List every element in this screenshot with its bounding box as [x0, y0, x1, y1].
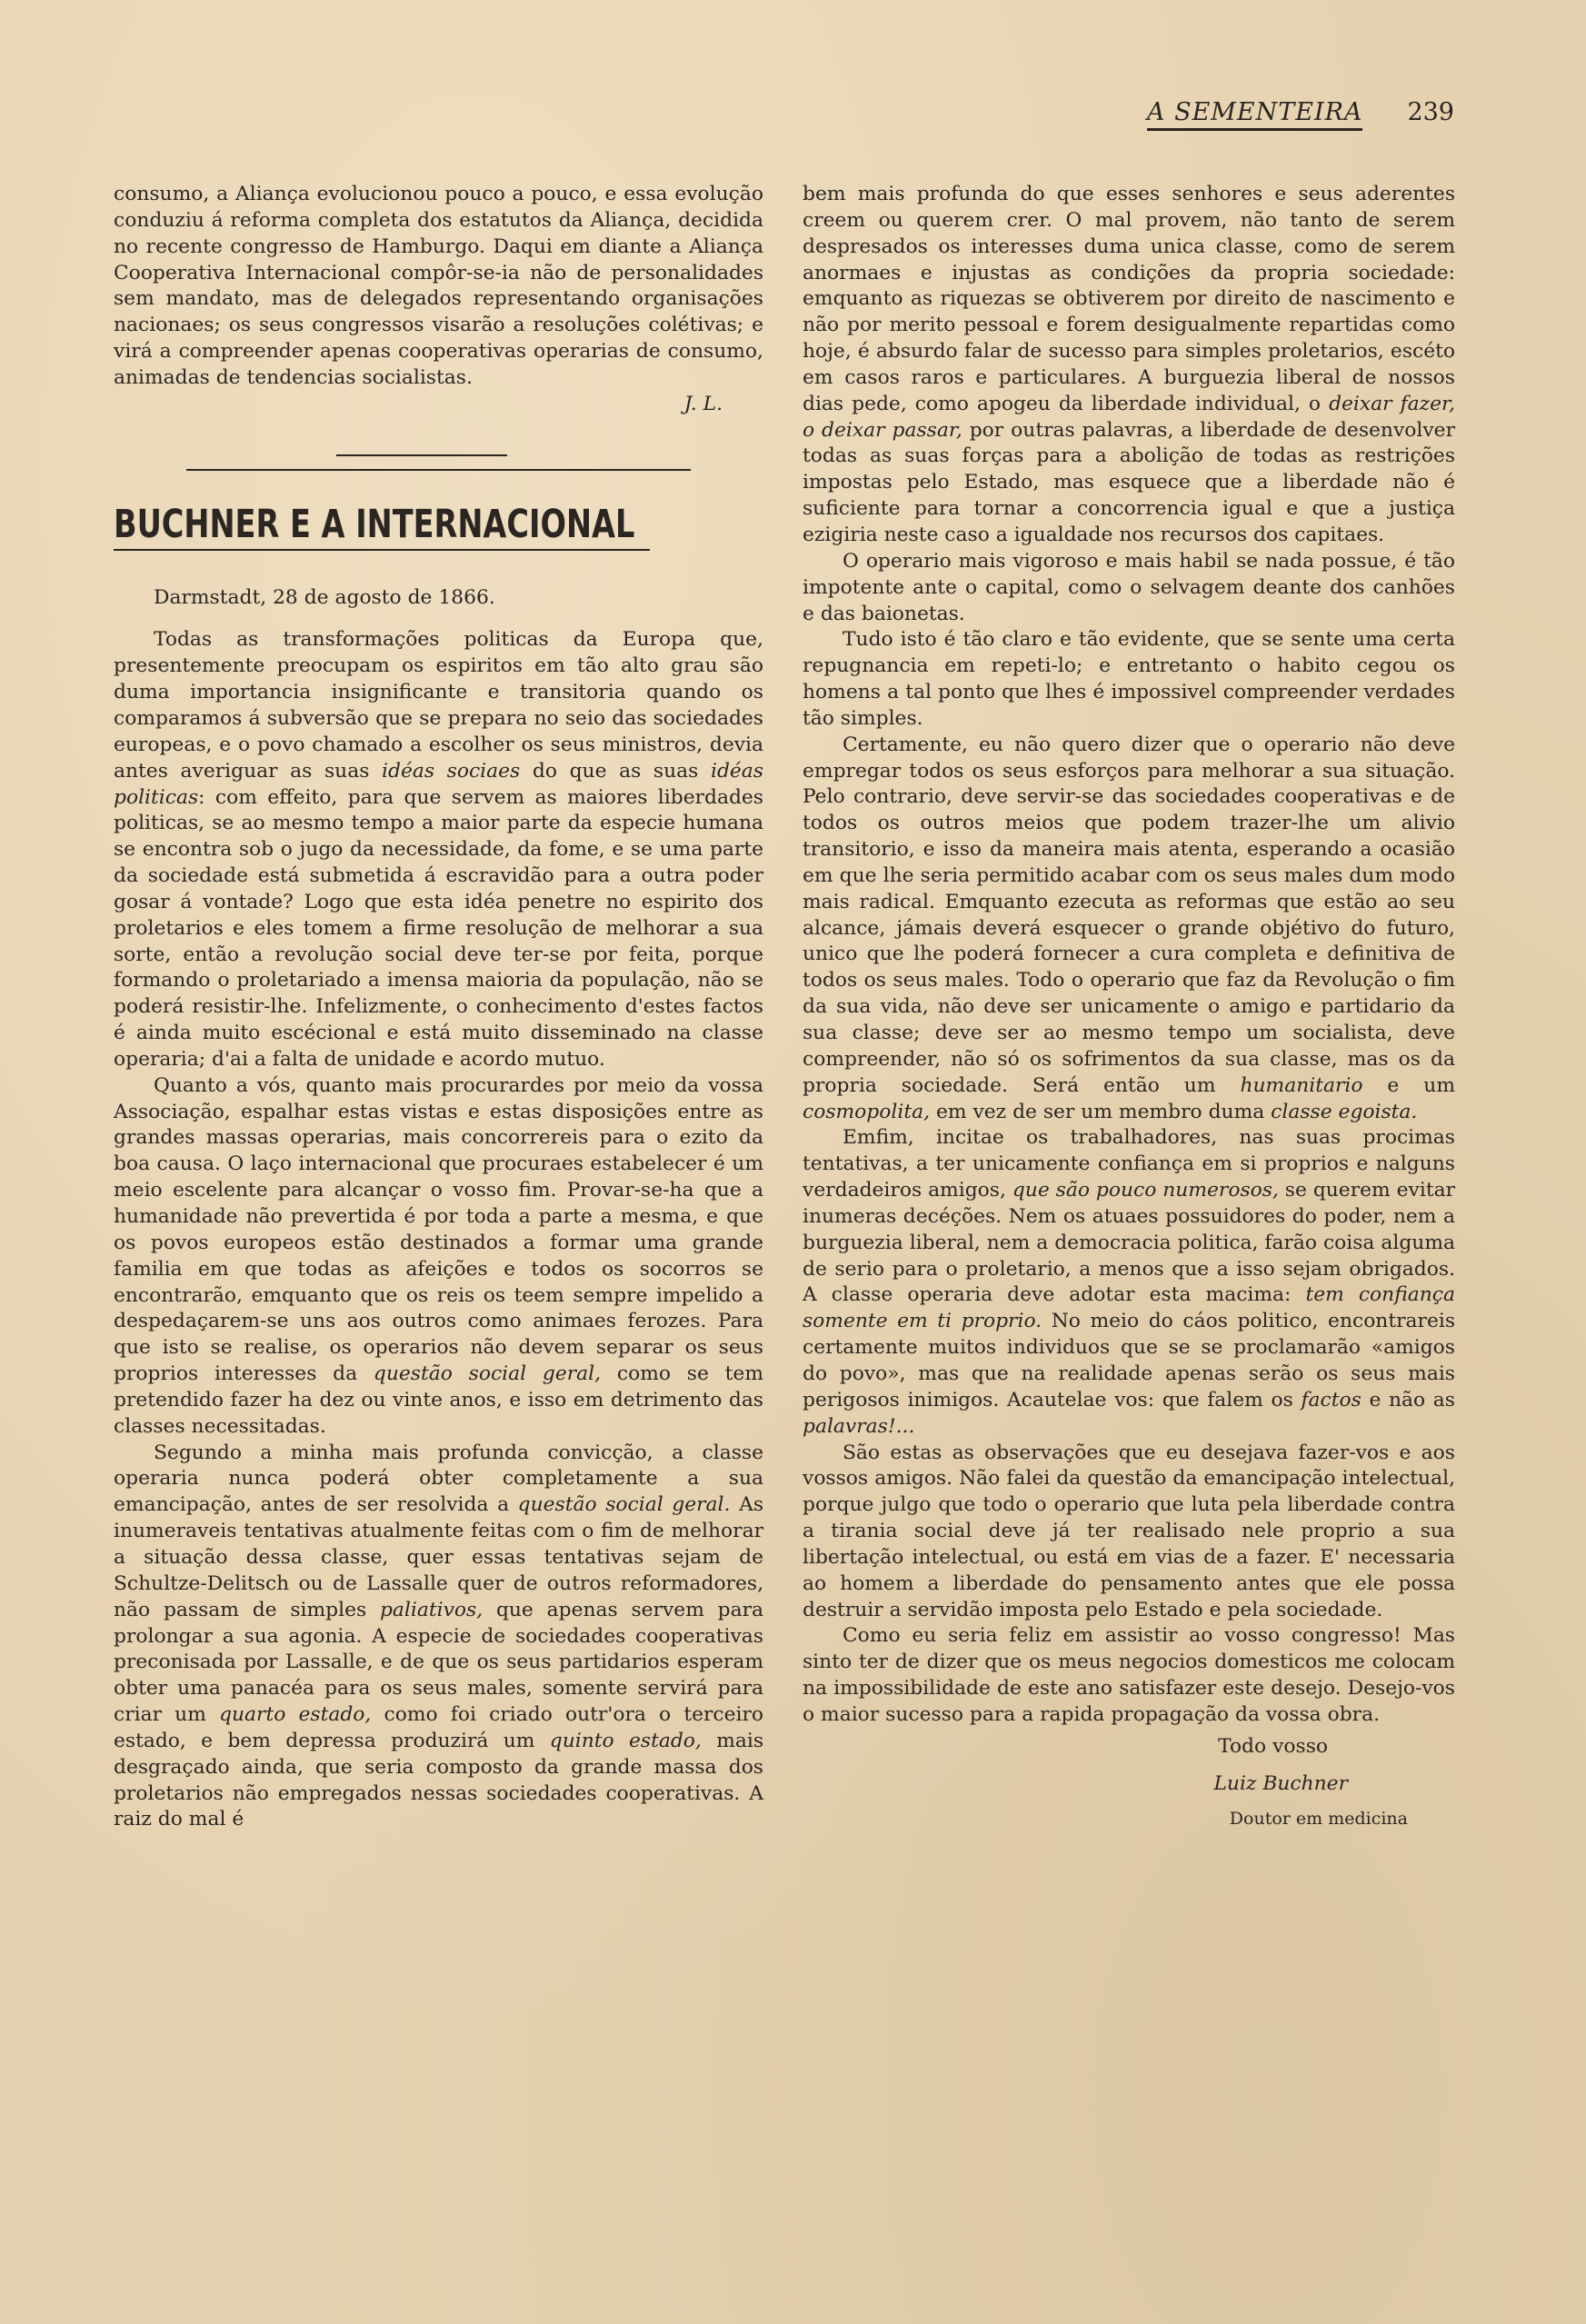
text-run: Todas as transformações politicas da Europa que, presentemente preocupam os espiritos em tão alto grau são duma importancia insignificante e transitoria quando os comparamos á subversão que se prepara no seio das sociedades europeas, e o povo chamado a escolher os seus ministros, devia antes averiguar as suas	[114, 628, 763, 783]
divider-rule-bottom	[186, 469, 691, 471]
letter-paragraph-3	[114, 1441, 763, 1834]
emphasis: questão social geral.	[517, 1493, 731, 1517]
text-run: e não as	[1361, 1388, 1455, 1411]
emphasis: humanitario	[1240, 1073, 1363, 1097]
text-run: se querem evitar inumeras decéções. Nem os atuaes possuidores do poder, nem a burguezia liberal, nem a democracia politica, farão coisa alguma de serio para o proletario, a menos que a isso sejam obrigados. A classe operaria deve adotar esta macima:	[803, 1179, 1455, 1307]
divider-rule-top	[336, 454, 507, 456]
letter-paragraph-2	[114, 1073, 763, 1441]
running-head	[1147, 98, 1454, 131]
section-divider	[114, 418, 763, 502]
text-run: As inumeraveis tentativas atualmente feitas com o fim de melhorar a situação dessa classe, quer essas tentativas sejam de Schultze-Delitsch ou de Lassalle quer de outros reformadores, não passam de simples	[114, 1493, 763, 1621]
emphasis: tem confiança somente em ti proprio.	[803, 1283, 1455, 1333]
emphasis: quarto estado,	[219, 1703, 372, 1727]
text-run: como foi criado outr'ora o terceiro estado, e bem depressa produzirá um	[114, 1703, 764, 1752]
text-run: mais desgraçado ainda, que seria composto da grande massa dos proletarios não empregados nessas sociedades cooperativas. A raiz do mal é	[114, 1729, 764, 1831]
letter-paragraph-5: O operario mais vigoroso e mais habil se nada possue, é tão impotente ante o capital, como o selvagem deante dos canhões e das baionetas.	[803, 549, 1455, 625]
letter-paragraph-6: Tudo isto é tão claro e tão evidente, que se sente uma certa repugnancia em repeti-lo; e entretanto o habito cegou os homens a tal ponto que lhes é impossivel compreender verdades tão simples.	[803, 628, 1455, 730]
emphasis: paliativos,	[379, 1598, 484, 1621]
letter-paragraph-7	[803, 733, 1455, 1126]
right-column	[803, 182, 1455, 1832]
text-run: como se tem pretendido fazer ha dez ou vinte anos, e isso em detrimento das classes necessitadas.	[114, 1362, 764, 1438]
text-run: do que as suas	[520, 759, 711, 783]
dateline: Darmstadt, 28 de agosto de 1866.	[154, 585, 495, 609]
intro-signature: J. L.	[683, 392, 723, 415]
letter-paragraph-9: São estas as observações que eu desejava fazer-vos e aos vossos amigos. Não falei da questão da emancipação intelectual, porque julgo que todo o operario que luta pela liberdade contra a tirania social deve já ter realisado nele proprio a sua libertação intelectual, ou está em vias de a fazer. E' necessaria ao homem a liberdade do pensamento antes que ele possa destruir a servidão imposta pelo Estado e pela sociedade.	[803, 1441, 1455, 1621]
emphasis: questão social geral,	[373, 1362, 602, 1386]
section-title-underline	[114, 549, 650, 551]
left-column	[114, 182, 763, 1833]
text-run: que apenas servem para prolongar a sua agonia. A especie de sociedades cooperativas preconisada por Lassalle, e de que os seus partidarios esperam obter uma panacéa para os seus males, somente servirá para criar um	[114, 1598, 764, 1727]
text-run: por outras palavras, a liberdade de desenvolver todas as suas forças para a abolição de todas as restrições impostas pelo Estado, mas esquece que a liberdade não é suficiente para tornar a concorrencia igual e que a justiça ezigiria neste caso a igualdade nos recursos dos capitaes.	[803, 418, 1455, 546]
intro-paragraph: consumo, a Aliança evolucionou pouco a pouco, e essa evolução conduziu á reforma completa dos estatutos da Aliança, decidida no recente congresso de Hamburgo. Daqui em diante a Aliança Cooperativa Internacional compôr-se-ia não de personalidades sem mandato, mas de delegados representando organisações nacionaes; os seus congressos visarão a resoluções colétivas; e virá a compreender apenas cooperativas operarias de consumo, animadas de tendencias socialistas.	[114, 183, 763, 389]
emphasis: classe egoista.	[1271, 1100, 1418, 1123]
text-run: : com effeito, para que servem as maiores liberdades politicas, se ao mesmo tempo a maior parte da especie humana se encontra sob o jugo da necessidade, da fome, e se uma parte da sociedade está submetida á escravidão para a outra poder gosar á vontade? Logo que esta idéa penetre no espirito dos proletarios e eles tomem a firme resolução de melhorar a sua sorte, então a revolução social deve ter-se por feita, porque formando o proletariado a imensa maioria da população, não se poderá resistir-lhe. Infelizmente, o conhecimento d'estes factos é ainda muito escécional e está muito disseminado na classe operaria; d'ai a falta de unidade e acordo mutuo.	[114, 785, 763, 1071]
letter-paragraph-8	[803, 1125, 1455, 1440]
text-run: em vez de ser um membro duma	[930, 1100, 1272, 1123]
emphasis: deixar fazer, o deixar passar,	[803, 392, 1455, 442]
emphasis: que são pouco numerosos,	[1012, 1179, 1279, 1202]
author-title: Doutor em medicina	[1229, 1809, 1408, 1830]
emphasis: idéas sociaes	[382, 759, 521, 783]
closing-salutation: Todo vosso	[1218, 1734, 1328, 1758]
text-run: bem mais profunda do que esses senhores e seus aderentes creem ou querem crer. O mal provem, não tanto de serem despresados os interesses duma unica classe, como de serem anormaes e injustas as condições da propria sociedade: emquanto as riquezas se obtiverem por direito de nascimento e não por merito pessoal e forem desigualmente repartidas como hoje, é absurdo falar de sucesso para simples proletarios, escéto em casos raros e particulares. A burguezia liberal de nossos dias pede, como apogeu da liberdade individual, o	[803, 183, 1455, 415]
section-title: BUCHNER E A INTERNACIONAL	[114, 501, 635, 547]
letter-paragraph-4	[803, 182, 1455, 549]
text-run: e um	[1362, 1073, 1455, 1097]
emphasis: idéas politicas	[114, 759, 763, 809]
text-run: Emfim, incitae os trabalhadores, nas suas procimas tentativas, a ter unicamente confiança em si proprios e nalguns verdadeiros amigos,	[803, 1126, 1455, 1202]
text-run: Quanto a vós, quanto mais procurardes por meio da vossa Associação, espalhar estas vistas e estas disposições entre as grandes massas operarias, mais concorrereis para o ezito da boa causa. O laço internacional que procuraes estabelecer é um meio escelente para alcançar o vosso fim. Provar-se-ha que a humanidade não prevertida é por toda a parte a mesma, e que os povos europeos estão destinados a formar uma grande familia em que todas as afeições e todos os socorros se encontrarão, emquanto que os reis os teem sempre impelido a despedaçarem-se uns aos outros como animaes ferozes. Para que isto se realise, os operarios não devem separar os seus proprios interesses da	[114, 1073, 763, 1386]
text-run: Certamente, eu não quero dizer que o operario não deve empregar todos os seus esforços para melhorar a sua situação. Pelo contrario, deve servir-se das sociedades cooperativas e de todos os outros meios que podem trazer-lhe um alivio transitorio, e isso da maneira mais atenta, esperando a ocasião em que lhe seria permitido acabar com os seus males dum modo mais radical. Emquanto ezecuta as reformas que estão ao seu alcance, jámais deverá esquecer o grande objétivo do futuro, unico que lhe poderá fornecer a cura completa e definitiva de todos os seus males. Todo o operario que faz da Revolução o fim da sua vida, não deve ser unicamente o amigo e partidario da sua classe; deve ser ao mesmo tempo um socialista, deve compreender, não só os sofrimentos da sua classe, mas os da propria sociedade. Será então um	[803, 733, 1455, 1097]
text-run: No meio do cáos politico, encontrareis certamente muitos individuos que se se proclamarão «amigos do povo», mas que na realidade apenas serão os seus mais perigosos inimigos. Acautelae vos: que falem os	[803, 1310, 1455, 1411]
emphasis: quinto estado,	[549, 1729, 702, 1752]
publication-title: A SEMENTEIRA	[1147, 98, 1362, 131]
emphasis: cosmopolita,	[803, 1100, 931, 1123]
page-number: 239	[1407, 98, 1454, 126]
letter-paragraph-1	[114, 627, 763, 1072]
emphasis: palavras!...	[803, 1414, 915, 1438]
author-signature: Luiz Buchner	[1213, 1771, 1348, 1795]
emphasis: factos	[1301, 1388, 1362, 1411]
letter-paragraph-10: Como eu seria feliz em assistir ao vosso congresso! Mas sinto ter de dizer que os meus negocios domesticos me colocam na impossibilidade de este ano satisfazer este desejo. Desejo-vos o maior sucesso para a rapida propagação da vossa obra.	[803, 1624, 1455, 1726]
text-run: Segundo a minha mais profunda convicção, a classe operaria nunca poderá obter completamente a sua emancipação, antes de ser resolvida a	[114, 1441, 763, 1517]
